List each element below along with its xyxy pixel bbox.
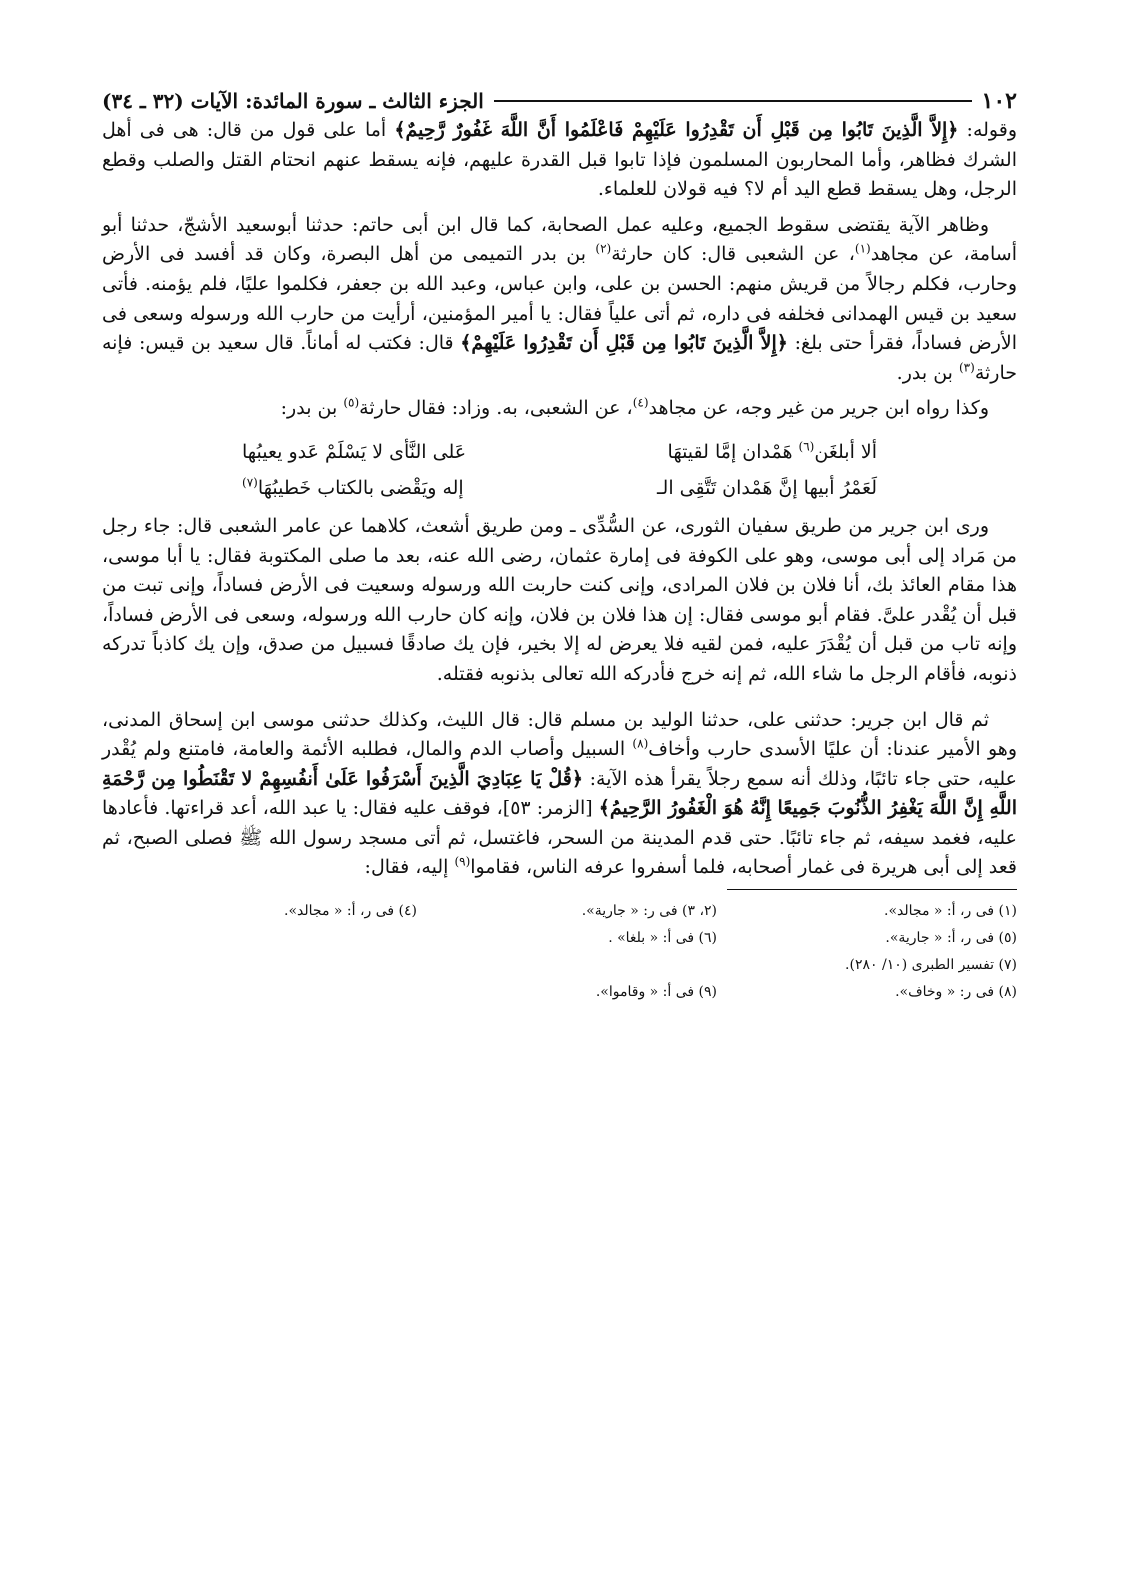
hemistich-second: عَلى النَّأى لا يَسْلَمْ عَدو يعيبُها	[242, 440, 467, 463]
text-run: ثم قال ابن جرير: حدثنى على، حدثنا الوليد بن مسلم قال: قال الليث، وكذلك حدثنى موسى ابن إسحاق المدنى، وهو الأمير عندنا: أن عليًا الأسدى حارب وأخاف	[102, 708, 1017, 761]
text-run: بن بدر.	[896, 361, 959, 384]
poem-verse	[102, 434, 1017, 470]
hemistich-second: إله ويَقْضى بالكتاب خَطيبُهَا$^{(٧)}$	[242, 475, 464, 499]
paragraph	[102, 706, 1017, 884]
book-page	[102, 86, 1017, 1006]
paragraph	[102, 394, 1017, 424]
paragraph	[102, 211, 1017, 389]
text-run: ، عن الشعبى قال: كان حارثة	[611, 243, 855, 266]
paragraph	[102, 116, 1017, 205]
quran-verse: ﴿إِلاَّ الَّذِينَ تَابُوا مِن قَبْلِ أَن تَقْدِرُوا عَلَيْهِمْ﴾	[460, 332, 788, 355]
footnote: (٦) فى أ: « بلغا» .	[608, 930, 717, 947]
footnote-ref: (٣)	[958, 360, 975, 375]
poem-verse	[102, 470, 1017, 506]
text-run: ، عن الشعبى، به. وزاد: فقال حارثة	[359, 397, 633, 420]
footnote-ref: (٥)	[343, 396, 360, 411]
text-run: [الزمر: ٥٣]، فوقف عليه فقال: يا عبد الله، أعد قراءتها. فأعادها عليه، فغمد سيفه، ثم جاء تائبًا. حتى قدم المدينة من السحر، فاغتسل، ثم أتى مسجد رسول الله ﷺ فصلى الصبح، ثم قعد إلى أبى هريرة فى غمار أصحابه، فلما أسفروا عرفه الناس، فقاموا	[102, 797, 1017, 879]
text-run: وقوله:	[958, 119, 1017, 141]
hemistich-first: لَعَمْرُ أبيها إنَّ هَمْدان تَتَّقِى الـ	[656, 476, 877, 499]
footnote: (٢، ٣) فى ر: « جارية».	[581, 903, 717, 920]
hemistich-first: ألا أبلغَن$^{(٦)}$ هَمْدان إمَّا لقيتهَا	[667, 439, 877, 463]
running-title: الجزء الثالث ـ سورة المائدة: الآيات (٣٢ ـ ٣٤)	[102, 89, 484, 113]
page-number: ١٠٢	[981, 88, 1017, 114]
footnote: (٤) فى ر، أ: « مجالد».	[284, 903, 417, 920]
text-run: أما على قول من قال: هى فى أهل الشرك فظاهر، وأما المحاربون المسلمون فإذا تابوا قبل القدرة عليهم، فإنه يسقط عنهم انحتام القتل والصلب وقطع الرجل، وهل يسقط قطع اليد أم لا؟ فيه قولان للعلماء.	[102, 119, 1017, 201]
footnote: (١) فى ر، أ: « مجالد».	[884, 903, 1017, 920]
quran-verse: ﴿قُلْ يَا عِبَادِيَ الَّذِينَ أَسْرَفُوا عَلَىٰ أَنفُسِهِمْ لا تَقْنَطُوا مِن رَّحْمَةِ اللَّهِ إِنَّ اللَّهَ يَغْفِرُ الذُّنُوبَ جَمِيعًا إِنَّهُ هُوَ الْغَفُورُ الرَّحِيمُ﴾	[102, 767, 1017, 820]
header-rule	[494, 100, 972, 102]
footnote: (٥) فى ر، أ: « جارية».	[885, 930, 1017, 947]
page-header	[102, 86, 1017, 116]
text-run: بن بدر:	[280, 397, 344, 420]
footnote-ref: (٢)	[595, 242, 612, 257]
footnote-divider	[727, 889, 1017, 890]
footnote-row	[102, 979, 1017, 1006]
text-run: بن بدر التميمى من أهل البصرة، وكان قد أفسد فى الأرض وحارب، فكلم رجالاً من قريش منهم: الحسن بن على، وابن عباس، وعبد الله بن جعفر، فكلموا عليًا، فلم يؤمنه. فأتى سعيد بن قيس الهمدانى فخلفه فى داره، ثم أتى علياً فقال: يا أمير المؤمنين، أرأيت من حارب الله ورسوله وسعى فى الأرض فساداً، فقرأ حتى بلغ:	[102, 243, 1018, 355]
footnote-ref: (٩)	[454, 855, 471, 870]
poem	[102, 434, 1017, 506]
footnote-row	[102, 898, 1017, 925]
text-run: إليه، فقال:	[364, 856, 455, 879]
text-run: وكذا رواه ابن جرير من غير وجه، عن مجاهد	[648, 397, 989, 420]
footnote-row	[102, 925, 1017, 952]
text-run: السبيل وأصاب الدم والمال، فطلبه الأئمة والعامة، فامتنع ولم يُقْدر عليه، حتى جاء تائبًا، وذلك أنه سمع رجلاً يقرأ هذه الآية:	[102, 738, 1017, 790]
text-run: قال: فكتب له أماناً. قال سعيد بن قيس: فإنه حارثة	[102, 332, 1017, 384]
footnote: (٨) فى ر: « وخاف».	[895, 984, 1017, 1001]
paragraph	[102, 512, 1017, 690]
footnote-ref: (٨)	[632, 736, 649, 751]
text-run: ورى ابن جرير من طريق سفيان الثورى، عن السُّدِّى ـ ومن طريق أشعث، كلاهما عن عامر الشعبى قال: جاء رجل من مَراد إلى أبى موسى، وهو على الكوفة فى إمارة عثمان، رضى الله عنه، بعد ما صلى المكتوبة فقال: يا أبا موسى، هذا مقام العائذ بك، أنا فلان بن فلان المرادى، وإنى كنت حاربت الله ورسوله وسعيت فى الأرض فساداً، وإنى تبت من قبل أن يُقْدر علىَّ. فقام أبو موسى فقال: إن هذا فلان بن فلان، وإنه كان حارب الله ورسوله، وسعى فى الأرض فساداً، وإنه تاب من قبل أن يُقْدَرَ عليه، فمن لقيه فلا يعرض له إلا بخير، فإن يك صادقًا فسبيل من صدق، وإن يك كاذباً تدركه ذنوبه، فأقام الرجل ما شاء الله، ثم إنه خرج فأدركه الله تعالى بذنوبه فقتله.	[102, 514, 1017, 685]
footnote: (٧) تفسير الطبرى (١٠/ ٢٨٠).	[845, 957, 1017, 974]
footnote-ref: (١)	[854, 242, 871, 257]
footnote-row	[102, 952, 1017, 979]
quran-verse: ﴿إِلاَّ الَّذِينَ تَابُوا مِن قَبْلِ أَن تَقْدِرُوا عَلَيْهِمْ فَاعْلَمُوا أَنَّ اللَّهَ غَفُورٌ رَّحِيمٌ﴾	[394, 119, 959, 141]
text-run: وظاهر الآية يقتضى سقوط الجميع، وعليه عمل الصحابة، كما قال ابن أبى حاتم: حدثنا أبوسعيد الأشجّ، حدثنا أبو أسامة، عن مجاهد	[102, 213, 1017, 266]
footnote: (٩) فى أ: « وقاموا».	[595, 984, 717, 1001]
footnote-ref: (٤)	[632, 396, 649, 411]
